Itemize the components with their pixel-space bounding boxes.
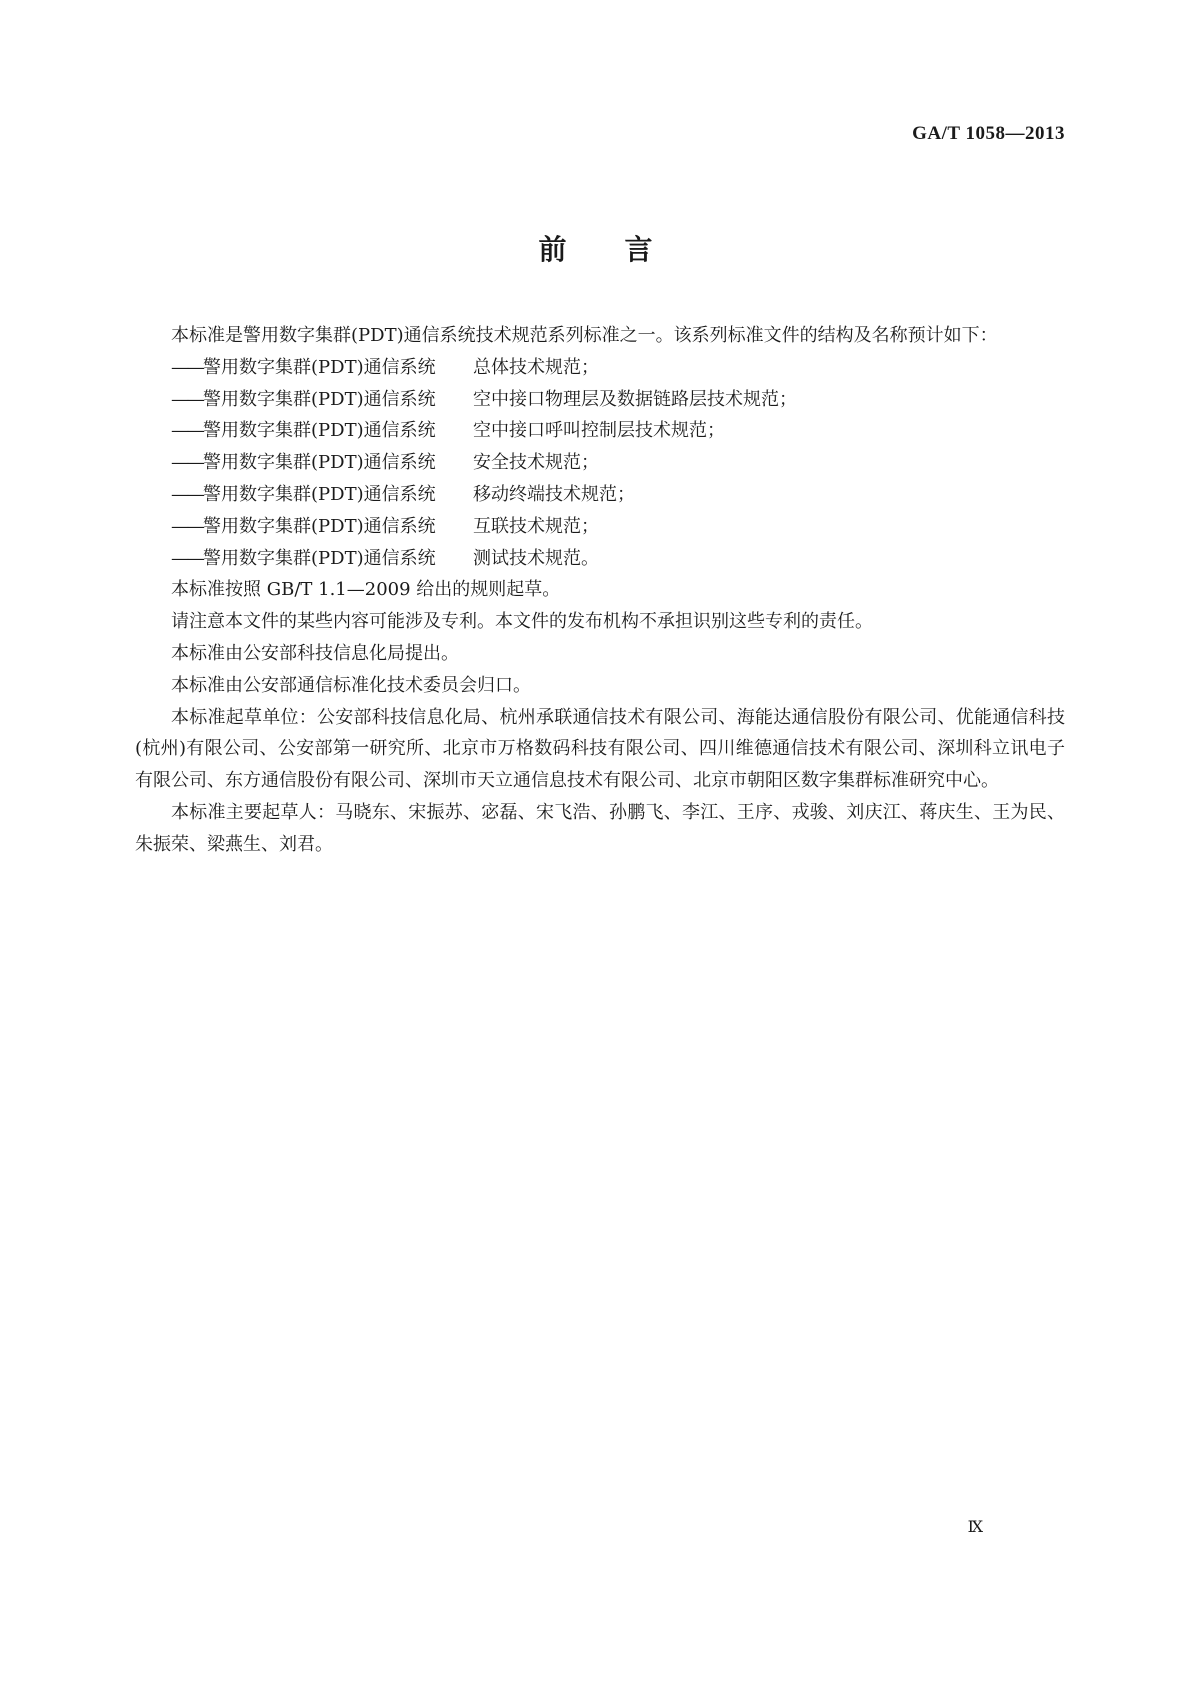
series-item-name: 移动终端技术规范；	[473, 483, 635, 505]
list-item	[135, 352, 1065, 384]
series-prefix	[171, 352, 473, 384]
series-item-name: 总体技术规范；	[473, 356, 599, 378]
list-dash: ——	[171, 515, 203, 537]
drafting-units-paragraph: 本标准起草单位：公安部科技信息化局、杭州承联通信技术有限公司、海能达通信股份有限公司、优能通信科技(杭州)有限公司、公安部第一研究所、北京市万格数码科技有限公司、四川维德通信技术有限公司、深圳科立讯电子有限公司、东方通信股份有限公司、深圳市天立通信息技术有限公司、北京市朝阳区数字集群标准研究中心。	[135, 706, 1065, 792]
patent-notice-paragraph: 请注意本文件的某些内容可能涉及专利。本文件的发布机构不承担识别这些专利的责任。	[171, 611, 873, 633]
series-prefix	[171, 511, 473, 543]
managed-by-paragraph: 本标准由公安部通信标准化技术委员会归口。	[171, 674, 531, 696]
series-prefix	[171, 384, 473, 416]
series-prefix-text: 警用数字集群(PDT)通信系统	[203, 515, 436, 537]
list-item	[135, 415, 1065, 447]
list-dash: ——	[171, 388, 203, 410]
proposed-by-paragraph: 本标准由公安部科技信息化局提出。	[171, 642, 459, 664]
list-dash: ——	[171, 547, 203, 569]
series-item-name: 安全技术规范；	[473, 452, 599, 474]
list-dash: ——	[171, 356, 203, 378]
series-prefix-text: 警用数字集群(PDT)通信系统	[203, 452, 436, 474]
list-item	[135, 511, 1065, 543]
list-dash: ——	[171, 452, 203, 474]
list-dash: ——	[171, 420, 203, 442]
page-title: 前言	[538, 233, 711, 266]
series-prefix-text: 警用数字集群(PDT)通信系统	[203, 483, 436, 505]
drafting-rules-paragraph: 本标准按照 GB/T 1.1—2009 给出的规则起草。	[171, 579, 561, 601]
list-item	[135, 447, 1065, 479]
page-number: Ⅸ	[967, 1519, 983, 1536]
drafters-paragraph: 本标准主要起草人：马晓东、宋振苏、宓磊、宋飞浩、孙鹏飞、李江、王序、戎骏、刘庆江、蒋庆生、王为民、朱振荣、梁燕生、刘君。	[135, 801, 1065, 855]
intro-paragraph: 本标准是警用数字集群(PDT)通信系统技术规范系列标准之一。该系列标准文件的结构及名称预计如下：	[171, 325, 998, 346]
series-prefix	[171, 479, 473, 511]
series-prefix	[171, 447, 473, 479]
document-body	[135, 320, 1065, 861]
series-prefix-text: 警用数字集群(PDT)通信系统	[203, 388, 436, 410]
series-item-name: 测试技术规范。	[473, 547, 599, 569]
series-item-name: 空中接口物理层及数据链路层技术规范；	[473, 388, 797, 410]
list-item	[135, 543, 1065, 575]
series-prefix-text: 警用数字集群(PDT)通信系统	[203, 356, 436, 378]
series-item-name: 空中接口呼叫控制层技术规范；	[473, 420, 725, 442]
list-item	[135, 384, 1065, 416]
series-item-name: 互联技术规范；	[473, 515, 599, 537]
standard-code: GA/T 1058—2013	[912, 123, 1065, 144]
series-prefix-text: 警用数字集群(PDT)通信系统	[203, 420, 436, 442]
list-item	[135, 479, 1065, 511]
series-prefix-text: 警用数字集群(PDT)通信系统	[203, 547, 436, 569]
list-dash: ——	[171, 483, 203, 505]
series-prefix	[171, 415, 473, 447]
series-prefix	[171, 543, 473, 575]
